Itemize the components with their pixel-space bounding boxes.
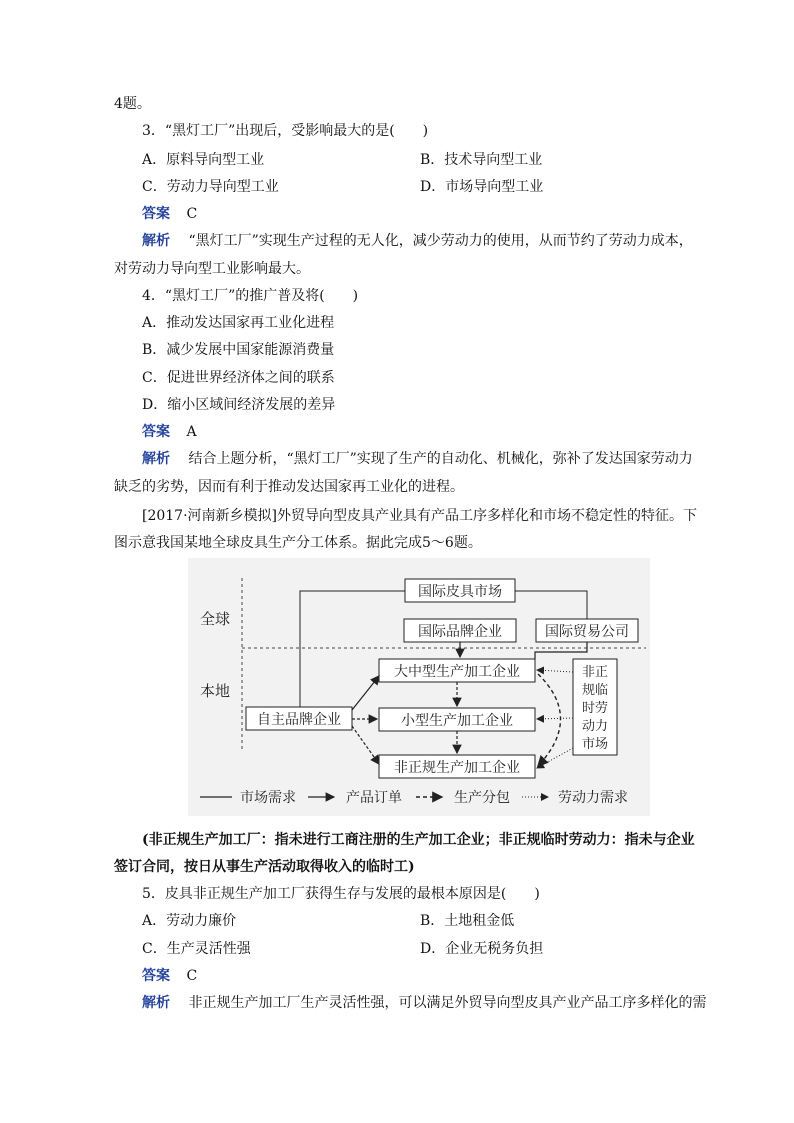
answer-label: 答案 [142, 424, 170, 440]
legend-product-order: 产品订单 [346, 790, 402, 806]
explanation-label: 解析 [142, 451, 170, 467]
production-division-diagram [188, 558, 650, 816]
answer-label: 答案 [142, 968, 170, 984]
question-5: 5．皮具非正规生产加工厂获得生存与发展的最根本原因是( ) [142, 886, 540, 902]
small-enterprise-text: 小型生产加工企业 [401, 713, 513, 729]
option-5a: A．劳动力廉价 [142, 913, 237, 929]
own-brand-to-large-arrow [352, 676, 379, 710]
diagram-svg [188, 558, 650, 816]
question-4: 4．“黑灯工厂”的推广普及将( ) [142, 288, 359, 304]
answer-4 [142, 422, 197, 442]
explanation-text: “黑灯工厂”实现生产过程的无人化，减少劳动力的使用，从而节约了劳动力成本， [188, 233, 693, 249]
labor-market-text-1: 非正 [581, 665, 609, 680]
explanation-label: 解析 [142, 233, 170, 249]
answer-label: 答案 [142, 206, 170, 222]
large-enterprise-text: 大中型生产加工企业 [394, 664, 520, 680]
explanation-4-line-1 [142, 449, 693, 469]
explanation-4-line-2: 缺乏的劣势，因而有利于推动发达国家再工业化的进程。 [114, 479, 464, 495]
note-line-2: 签订合同，按日从事生产活动取得收入的临时工) [114, 859, 415, 875]
local-label: 本地 [200, 682, 231, 700]
explanation-text: 非正规生产加工厂生产灵活性强，可以满足外贸导向型皮具产业产品工序多样化的需 [188, 995, 707, 1011]
own-brand-to-informal-arrow [352, 726, 379, 764]
question-3: 3．“黑灯工厂”出现后，受影响最大的是( ) [142, 123, 429, 139]
large-to-informal-subcontract-arrow [538, 674, 561, 766]
answer-5 [142, 966, 197, 986]
text-line: 4题。 [114, 96, 151, 112]
option-3b: B．技术导向型工业 [420, 152, 543, 168]
note-line-1: (非正规生产加工厂：指未进行工商注册的生产加工企业；非正规临时劳动力：指未与企业 [142, 832, 695, 848]
explanation-text: 结合上题分析，“黑灯工厂”实现了生产的自动化、机械化，弥补了发达国家劳动力 [188, 451, 693, 467]
intl-market-text: 国际皮具市场 [418, 584, 502, 600]
option-4c: C．促进世界经济体之间的联系 [142, 370, 335, 386]
intl-trade-text: 国际贸易公司 [545, 624, 629, 640]
labor-market-text-5: 市场 [581, 737, 609, 752]
trade-market-link [515, 591, 587, 619]
legend-subcontract: 生产分包 [454, 790, 510, 806]
intro-line-1: [2017·河南新乡模拟]外贸导向型皮具产业具有产品工序多样化和市场不稳定性的特征。下 [142, 508, 698, 524]
answer-value: C [186, 206, 198, 222]
explanation-3-line-2: 对劳动力导向型工业影响最大。 [114, 261, 310, 277]
option-5d: D．企业无税务负担 [420, 941, 544, 957]
explanation-5-line-1 [142, 993, 706, 1013]
global-label: 全球 [200, 610, 231, 628]
legend-market-demand: 市场需求 [240, 790, 296, 806]
labor-market-text-4: 动力 [581, 719, 609, 734]
option-3d: D．市场导向型工业 [420, 179, 544, 195]
option-4d: D．缩小区域间经济发展的差异 [142, 397, 336, 413]
informal-enterprise-text: 非正规生产加工企业 [394, 760, 520, 776]
answer-value: C [186, 968, 198, 984]
option-3a: A．原料导向型工业 [142, 152, 265, 168]
intro-line-2: 图示意我国某地全球皮具生产分工体系。据此完成5～6题。 [114, 535, 482, 551]
labor-market-text-3: 时劳 [581, 701, 609, 716]
legend-labor-demand: 劳动力需求 [558, 790, 628, 806]
labor-to-small-arrow [537, 718, 573, 719]
labor-to-informal-arrow [537, 748, 573, 768]
own-brand-text: 自主品牌企业 [257, 712, 341, 728]
option-5b: B．土地租金低 [420, 913, 515, 929]
option-3c: C．劳动力导向型工业 [142, 179, 279, 195]
own-brand-market-link [300, 591, 405, 707]
option-5c: C．生产灵活性强 [142, 941, 251, 957]
answer-value: A [186, 424, 197, 440]
labor-to-large-arrow [537, 670, 573, 672]
option-4a: A．推动发达国家再工业化进程 [142, 315, 335, 331]
explanation-label: 解析 [142, 995, 170, 1011]
explanation-3-line-1 [142, 231, 693, 251]
trade-order-link [535, 642, 587, 659]
labor-market-text-2: 规临 [581, 683, 609, 698]
option-4b: B．减少发展中国家能源消费量 [142, 342, 335, 358]
answer-3 [142, 204, 197, 224]
intl-brand-text: 国际品牌企业 [418, 624, 502, 640]
